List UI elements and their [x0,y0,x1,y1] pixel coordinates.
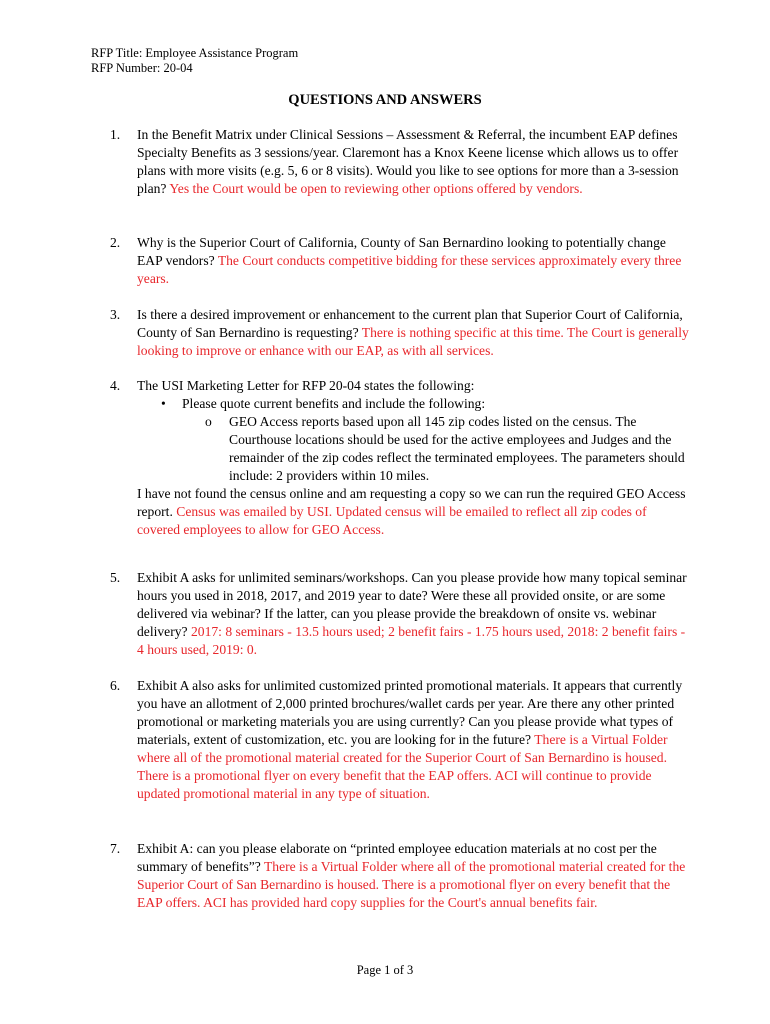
question-item-3 [110,306,690,360]
question-text: Exhibit A: can you please elaborate on “printed employee education materials at no cost per the summary of benefits”? [137,841,657,874]
question-text-2: I have not found the census online and am requesting a copy so we can run the required GEO Access report. [137,486,686,519]
answer-text: Census was emailed by USI. Updated census will be emailed to reflect all zip codes of covered employees to allow for GEO Access. [137,504,647,537]
question-body [137,306,690,360]
question-number: 6. [110,678,121,693]
question-text: In the Benefit Matrix under Clinical Sessions – Assessment & Referral, the incumbent EAP defines Specialty Benefits as 3 sessions/year. Claremont has a Knox Keene license which allows us to offer plans with more visits (e.g. 5, 6 or 8 visits). Would you like to see options for more than a 3-session plan? [137,127,679,196]
question-number: 2. [110,235,121,250]
question-number: 4. [110,378,121,393]
question-text: Exhibit A also asks for unlimited customized printed promotional materials. It appears that currently you have an allotment of 2,000 printed brochures/wallet cards per year. Are there any other printed promotional or marketing materials you are using currently? Can you please provide what types of materials, extent of customization, etc. you are looking for in the future? [137,678,683,747]
question-item-1 [110,126,690,198]
question-text: Why is the Superior Court of California, County of San Bernardino looking to potentially change EAP vendors? [137,235,666,268]
question-item-5 [110,569,690,659]
question-item-2 [110,234,690,288]
sub-bullet-item [137,413,690,485]
answer-text: Yes the Court would be open to reviewing other options offered by vendors. [169,181,583,196]
question-number: 3. [110,307,121,322]
question-body [137,234,690,288]
rfp-number: RFP Number: 20-04 [91,61,193,75]
page-number: Page 1 of 3 [356,963,414,977]
answer-text: 2017: 8 seminars - 13.5 hours used; 2 benefit fairs - 1.75 hours used, 2018: 2 benefit fairs - 4 hours used, 2019: 0. [137,624,686,657]
bullet-text: Please quote current benefits and include the following: [182,396,486,411]
question-text: The USI Marketing Letter for RFP 20-04 states the following: [137,378,475,393]
rfp-title: RFP Title: Employee Assistance Program [91,46,299,60]
document-header [91,46,298,76]
question-body [137,840,690,912]
page-title: QUESTIONS AND ANSWERS [288,92,482,108]
answer-text: There is nothing specific at this time. The Court is generally looking to improve or enhance with our EAP, as with all services. [137,325,689,358]
question-item-4 [110,377,690,539]
question-item-7 [110,840,690,912]
question-body [137,569,690,659]
answer-text: There is a Virtual Folder where all of the promotional material created for the Superior Court of San Bernardino is housed. There is a promotional flyer on every benefit that the EAP offers. ACI will continue to provide updated promotional material in any type of situation. [137,732,668,801]
question-body [137,377,690,539]
question-number: 7. [110,841,121,856]
question-number: 5. [110,570,121,585]
question-followup [137,485,690,539]
sub-bullet-circle-icon: o [205,414,212,429]
question-item-6 [110,677,690,803]
answer-text: There is a Virtual Folder where all of the promotional material created for the Superior Court of San Bernardino is housed. There is a promotional flyer on every benefit that the EAP offers. ACI has provided hard copy supplies for the Court's annual benefits fair. [137,859,686,910]
question-text: Is there a desired improvement or enhancement to the current plan that Superior Court of California, County of San Bernardino is requesting? [137,307,683,340]
question-body [137,677,690,803]
answer-text: The Court conducts competitive bidding for these services approximately every three years. [137,253,682,286]
bullet-item [137,395,690,413]
question-body [137,126,690,198]
question-text: Exhibit A asks for unlimited seminars/workshops. Can you please provide how many topical seminar hours you used in 2018, 2017, and 2019 year to date? Were these all provided onsite, or are some delivered via webinar? If the latter, can you please provide the breakdown of onsite vs. webinar delivery? [137,570,687,639]
bullet-dot-icon: • [161,396,166,411]
question-number: 1. [110,127,121,142]
sub-bullet-text: GEO Access reports based upon all 145 zip codes listed on the census. The Courthouse locations should be used for the active employees and Judges and the remainder of the zip codes reflect the terminated employees. The parameters should include: 2 providers within 10 miles. [229,414,685,483]
